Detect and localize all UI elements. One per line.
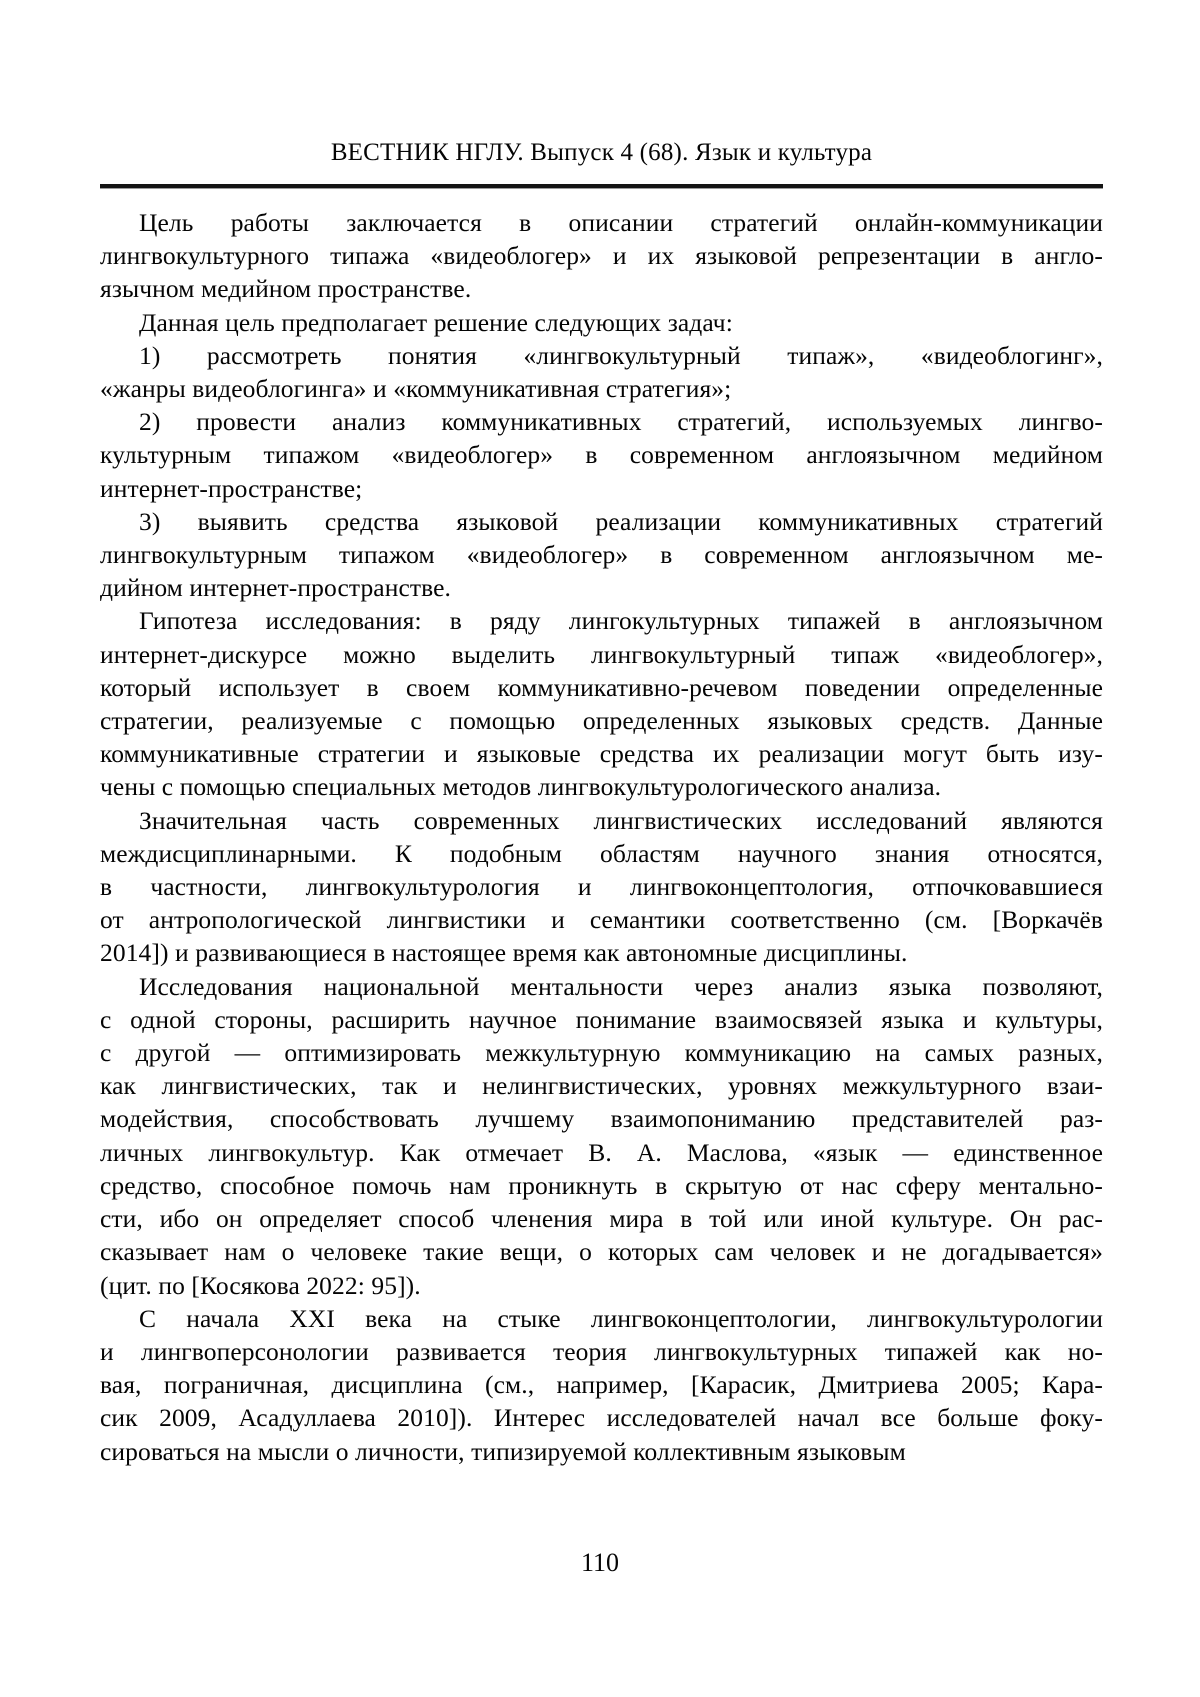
running-head: ВЕСТНИК НГЛУ. Выпуск 4 (68). Язык и культура — [330, 139, 873, 166]
text-line: 1) рассмотреть понятия «лингвокультурный типаж», «видеоблогинг», — [139, 340, 1103, 370]
text-line: С начала XXI века на стыке лингвоконцептологии, лингвокультурологии — [139, 1303, 1103, 1333]
text-line: сказывает нам о человеке такие вещи, о которых сам человек и не догадывается» — [100, 1237, 1103, 1267]
text-line: как лингвистических, так и нелингвистических, уровнях межкультурного взаи- — [100, 1071, 1103, 1101]
header-rule — [100, 184, 1103, 189]
paragraph — [100, 804, 1103, 970]
paragraph — [100, 206, 1103, 306]
text-line: от антропологической лингвистики и семантики соответственно (см. [Воркачёв — [100, 905, 1103, 935]
text-line: язычном медийном пространстве. — [100, 274, 472, 304]
text-line: стратегии, реализуемые с помощью определенных языковых средств. Данные — [100, 706, 1103, 736]
text-line: модействия, способствовать лучшему взаимопониманию представителей раз- — [100, 1104, 1103, 1134]
text-line: сироваться на мысли о личности, типизируемой коллективным языковым — [100, 1436, 906, 1466]
text-line: чены с помощью специальных методов лингвокультурологического анализа. — [100, 772, 942, 802]
text-line: с одной стороны, расширить научное понимание взаимосвязей языка и культуры, — [100, 1004, 1103, 1034]
paragraph — [100, 339, 1103, 405]
paragraph — [100, 505, 1103, 605]
text-line: «жанры видеоблогинга» и «коммуникативная стратегия»; — [100, 374, 732, 404]
text-line: и лингвоперсонологии развивается теория лингвокультурных типажей как но- — [100, 1336, 1103, 1366]
text-line: Цель работы заключается в описании стратегий онлайн-коммуникации — [139, 208, 1103, 237]
text-line: дийном интернет-пространстве. — [100, 573, 452, 603]
text-line: сти, ибо он определяет способ членения мира в той или иной культуре. Он рас- — [100, 1204, 1103, 1234]
text-line: Гипотеза исследования: в ряду лингокультурных типажей в англоязычном — [139, 606, 1103, 636]
text-line: вая, пограничная, дисциплина (см., например, [Карасик, Дмитриева 2005; Кара- — [100, 1370, 1103, 1400]
text-line: 2014]) и развивающиеся в настоящее время как автономные дисциплины. — [100, 938, 908, 968]
text-line: междисциплинарными. К подобным областям научного знания относятся, — [100, 838, 1103, 868]
text-line: лингвокультурного типажа «видеоблогер» и их языковой репрезентации в англо- — [100, 241, 1103, 271]
text-line: интернет-пространстве; — [100, 473, 363, 503]
paragraph — [100, 604, 1103, 803]
text-line: культурным типажом «видеоблогер» в современном англоязычном медийном — [100, 440, 1103, 470]
text-line: лингвокультурным типажом «видеоблогер» в современном англоязычном ме- — [100, 540, 1103, 570]
text-line: личных лингвокультур. Как отмечает В. А. Маслова, «язык — единственное — [100, 1137, 1103, 1167]
text-line: коммуникативные стратегии и языковые средства их реализации могут быть изу- — [100, 739, 1103, 769]
text-line: Значительная часть современных лингвистических исследований являются — [139, 805, 1103, 835]
text-line: который использует в своем коммуникативно-речевом поведении определенные — [100, 672, 1103, 702]
paragraph — [100, 405, 1103, 505]
text-line: в частности, лингвокультурология и лингвоконцептология, отпочковавшиеся — [100, 872, 1103, 902]
text-line: сик 2009, Асадуллаева 2010]). Интерес исследователей начал все больше фоку- — [100, 1403, 1103, 1433]
text-line: 2) провести анализ коммуникативных стратегий, используемых лингво- — [139, 407, 1103, 437]
text-line: Исследования национальной ментальности через анализ языка позволяют, — [139, 971, 1103, 1001]
text-line: средство, способное помочь нам проникнуть в скрытую от нас сферу ментально- — [100, 1170, 1103, 1200]
paragraph — [100, 1302, 1103, 1468]
paragraph — [100, 970, 1103, 1302]
page-number: 110 — [580, 1548, 620, 1577]
body-text — [100, 206, 1103, 1468]
paragraph — [100, 306, 1103, 339]
text-line: (цит. по [Косякова 2022: 95]). — [100, 1270, 421, 1300]
text-line: 3) выявить средства языковой реализации коммуникативных стратегий — [139, 506, 1103, 536]
text-line: с другой — оптимизировать межкультурную коммуникацию на самых разных, — [100, 1038, 1103, 1068]
text-line: интернет-дискурсе можно выделить лингвокультурный типаж «видеоблогер», — [100, 639, 1103, 669]
text-line: Данная цель предполагает решение следующих задач: — [139, 307, 733, 337]
